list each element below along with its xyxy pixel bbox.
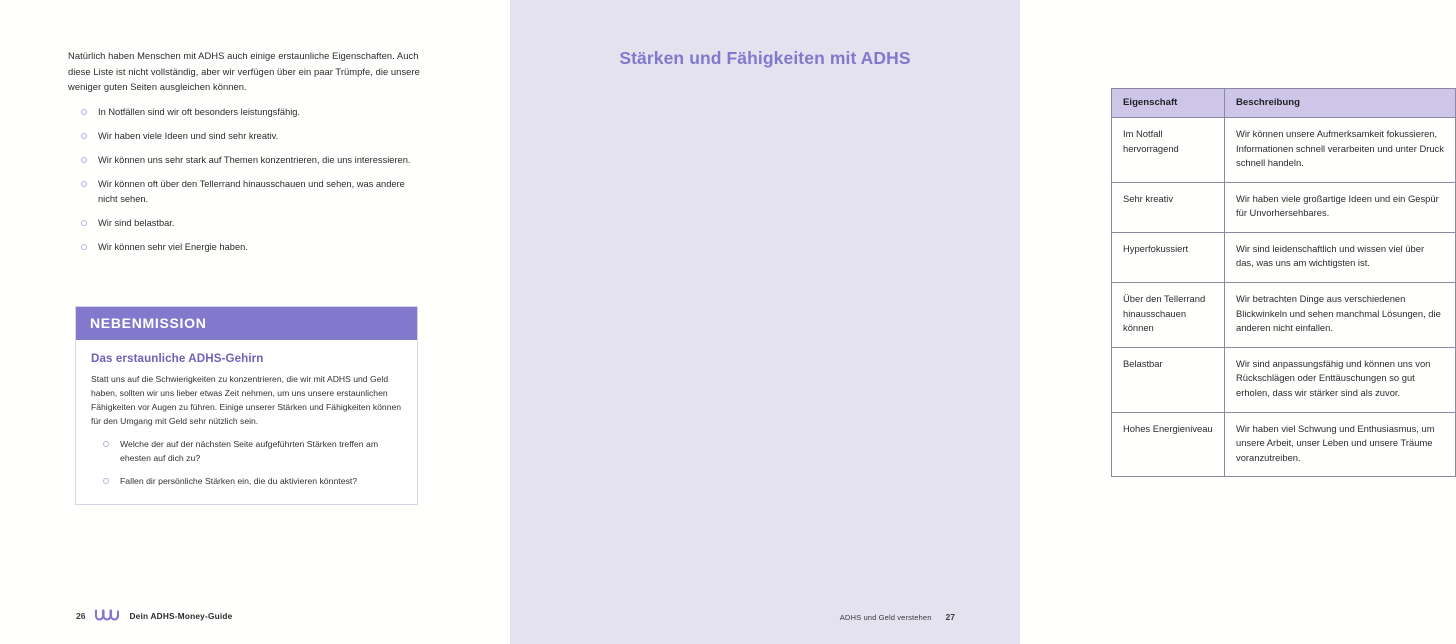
list-item xyxy=(91,438,402,466)
list-item xyxy=(68,177,420,207)
left-page-footer xyxy=(76,609,232,622)
intro-paragraph: Natürlich haben Menschen mit ADHS auch einige erstaunliche Eigenschaften. Auch diese Liste ist nicht vollständig, aber wir verfügen über ein paar Trümpfe, die unsere weniger guten Seiten ausgleichen können. xyxy=(68,50,420,93)
page-number: 26 xyxy=(76,610,86,621)
right-page-footer xyxy=(510,612,1020,622)
callout-title: Das erstaunliche ADHS-Gehirn xyxy=(91,352,264,365)
right-page xyxy=(510,0,1444,644)
strengths-bullet-list xyxy=(68,105,420,255)
list-item-label: Fallen dir persönliche Stärken ein, die du aktivieren könntest? xyxy=(120,475,358,486)
bullet-circle-icon xyxy=(81,244,87,250)
page-number: 27 xyxy=(945,612,955,622)
list-item xyxy=(68,129,420,144)
table-row xyxy=(1112,347,1456,412)
list-item-label: Wir können sehr viel Energie haben. xyxy=(98,241,248,252)
book-loops-logo-icon xyxy=(94,609,120,622)
list-item xyxy=(91,475,402,489)
cell-trait: Belastbar xyxy=(1112,347,1225,412)
cell-description: Wir können unsere Aufmerksamkeit fokussieren, Informationen schnell verarbeiten und unter Druck schnell handeln. xyxy=(1225,118,1456,183)
callout-question-list xyxy=(91,438,402,489)
list-item-label: Wir haben viele Ideen und sind sehr kreativ. xyxy=(98,130,279,141)
list-item-label: Wir können oft über den Tellerrand hinausschauen und sehen, was andere nicht sehen. xyxy=(98,178,405,204)
list-item-label: Welche der auf der nächsten Seite aufgeführten Stärken treffen am ehesten auf dich zu? xyxy=(120,438,379,463)
table-row xyxy=(1112,182,1456,232)
nebenmission-callout xyxy=(75,306,418,505)
bullet-circle-icon xyxy=(81,181,87,187)
cell-description: Wir sind leidenschaftlich und wissen viel über das, was uns am wichtigsten ist. xyxy=(1225,232,1456,282)
bullet-circle-icon xyxy=(81,133,87,139)
list-item xyxy=(68,216,420,231)
list-item-label: Wir sind belastbar. xyxy=(98,217,175,228)
bullet-circle-icon xyxy=(103,441,109,447)
table-row xyxy=(1112,118,1456,183)
list-item xyxy=(68,153,420,168)
cell-trait: Sehr kreativ xyxy=(1112,182,1225,232)
cell-description: Wir haben viel Schwung und Enthusiasmus, um unsere Arbeit, unser Leben und unsere Träume voranzutreiben. xyxy=(1225,412,1456,477)
cell-description: Wir haben viele großartige Ideen und ein Gespür für Unvorhersehbares. xyxy=(1225,182,1456,232)
page-title: Stärken und Fähigkeiten mit ADHS xyxy=(619,48,911,68)
bullet-circle-icon xyxy=(81,109,87,115)
bullet-circle-icon xyxy=(81,220,87,226)
column-header-description: Beschreibung xyxy=(1225,89,1456,118)
brand-label: Dein ADHS-Money-Guide xyxy=(129,610,233,621)
cell-trait: Im Notfall hervorragend xyxy=(1112,118,1225,183)
bullet-circle-icon xyxy=(81,157,87,163)
callout-header-label: NEBENMISSION xyxy=(76,307,417,340)
list-item xyxy=(68,105,420,120)
chapter-label: ADHS und Geld verstehen xyxy=(839,612,932,622)
cell-trait: Über den Tellerrand hinausschauen können xyxy=(1112,283,1225,348)
table-row xyxy=(1112,283,1456,348)
column-header-trait: Eigenschaft xyxy=(1112,89,1225,118)
list-item xyxy=(68,240,420,255)
callout-paragraph: Statt uns auf die Schwierigkeiten zu konzentrieren, die wir mit ADHS und Geld haben, sollten wir uns lieber etwas Zeit nehmen, um uns unsere erstaunlichen Fähigkeiten vor Augen zu führen. Einige unserer Stärken und Fähigkeiten können für den Umgang mit Geld sehr nützlich sein. xyxy=(91,374,402,426)
list-item-label: Wir können uns sehr stark auf Themen konzentrieren, die uns interessieren. xyxy=(98,154,411,165)
cell-description: Wir sind anpassungsfähig und können uns von Rückschlägen oder Enttäuschungen so gut erholen, dass wir stärker sind als zuvor. xyxy=(1225,347,1456,412)
callout-body xyxy=(76,340,417,504)
bullet-circle-icon xyxy=(103,478,109,484)
cell-trait: Hyperfokussiert xyxy=(1112,232,1225,282)
left-page xyxy=(0,0,510,644)
list-item-label: In Notfällen sind wir oft besonders leistungsfähig. xyxy=(98,106,301,117)
table-row xyxy=(1112,232,1456,282)
left-page-content xyxy=(68,48,420,264)
strengths-table xyxy=(1111,88,1456,477)
cell-trait: Hohes Energieniveau xyxy=(1112,412,1225,477)
table-header-row xyxy=(1112,89,1456,118)
table-row xyxy=(1112,412,1456,477)
cell-description: Wir betrachten Dinge aus verschiedenen Blickwinkeln und sehen manchmal Lösungen, die anderen nicht einfallen. xyxy=(1225,283,1456,348)
